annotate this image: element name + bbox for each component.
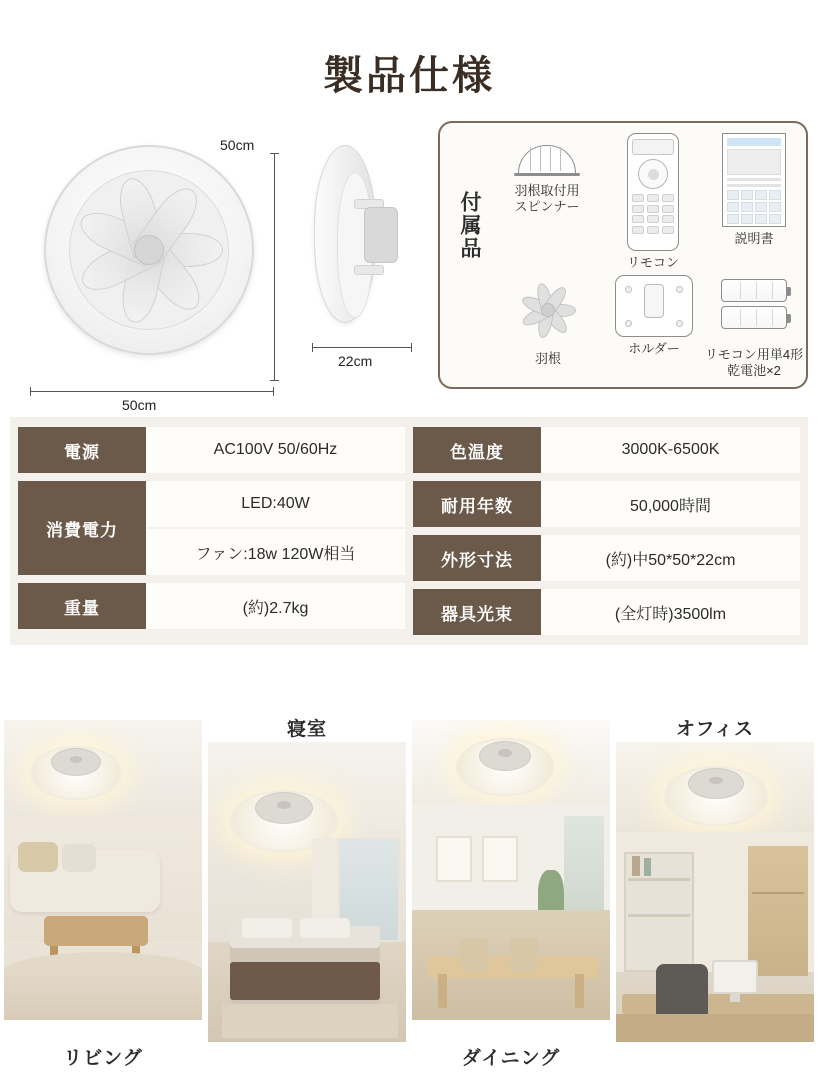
scene-bedroom-label: 寝室 (286, 719, 327, 740)
accessory-manual-label: 説明書 (734, 231, 774, 246)
spec-row-lifespan (413, 481, 800, 527)
spec-value-luminous-flux: (全灯時)3500lm (541, 589, 800, 635)
battery-icon (715, 279, 793, 343)
scene-bedroom (208, 710, 406, 1072)
spec-value-dimensions: (約)中50*50*22cm (541, 535, 800, 581)
scene-dining-label: ダイニング (461, 1048, 561, 1069)
spec-label-power-source: 電源 (18, 427, 146, 473)
spec-column-left (18, 427, 405, 635)
remote-icon (627, 133, 679, 251)
accessory-battery-label-line2: 乾電池×2 (727, 363, 781, 379)
spec-label-luminous-flux: 器具光束 (413, 589, 541, 635)
scene-office-label: オフィス (676, 719, 754, 740)
accessory-spinner-label-line1: 羽根取付用 (514, 183, 580, 198)
fan-hub-icon (134, 235, 164, 265)
spec-label-color-temperature: 色温度 (413, 427, 541, 473)
scene-living (4, 710, 202, 1072)
scene-office-photo (616, 742, 814, 1042)
spec-row-color-temperature (413, 427, 800, 473)
accessory-holder (606, 275, 702, 357)
spec-value-weight: (約)2.7kg (146, 583, 405, 629)
width-dimension-label: 50cm (122, 397, 157, 413)
scene-dining-photo (412, 720, 610, 1020)
accessory-holder-label: ホルダー (628, 341, 680, 356)
width-dimension-line (30, 391, 274, 392)
spec-value-color-temperature: 3000K-6500K (541, 427, 800, 473)
scene-gallery (0, 710, 818, 1080)
fan-side-motor-icon (364, 207, 398, 263)
accessory-spinner (492, 139, 602, 216)
accessory-blade (498, 273, 598, 367)
page-title: 製品仕様 (323, 54, 495, 98)
accessory-battery (702, 275, 806, 380)
accessory-manual (706, 133, 802, 247)
spec-label-lifespan: 耐用年数 (413, 481, 541, 527)
holder-icon (615, 275, 693, 337)
accessories-heading: 付属品 (458, 191, 481, 260)
scene-dining (412, 710, 610, 1072)
spec-row-weight (18, 583, 405, 629)
scene-office (616, 710, 814, 1072)
scene-bedroom-photo (208, 742, 406, 1042)
fan-top-view-icon (44, 145, 254, 355)
spec-label-dimensions: 外形寸法 (413, 535, 541, 581)
accessory-remote-label: リモコン (626, 255, 679, 270)
spec-row-dimensions (413, 535, 800, 581)
spec-value-fan-power: ファン:18w 120W相当 (146, 529, 405, 575)
accessory-blade-label: 羽根 (534, 351, 561, 366)
height-dimension-line (274, 153, 275, 381)
side-view-diagram (302, 135, 432, 385)
spec-row-luminous-flux (413, 589, 800, 635)
spec-value-power-source: AC100V 50/60Hz (146, 427, 405, 473)
spec-column-right (413, 427, 800, 635)
specifications-table (10, 417, 808, 645)
spec-value-lifespan: 50,000時間 (541, 481, 800, 527)
fan-side-fin-icon (354, 265, 384, 275)
spec-label-power-consumption: 消費電力 (18, 481, 146, 575)
spinner-icon (510, 139, 584, 179)
top-view-diagram (22, 135, 282, 413)
accessories-box (438, 121, 808, 389)
spec-row-power-source (18, 427, 405, 473)
accessory-battery-label-line1: リモコン用単4形 (704, 347, 804, 362)
accessory-spinner-label-line2: スピンナー (514, 199, 580, 215)
scene-living-label: リビング (63, 1048, 143, 1069)
spec-label-weight: 重量 (18, 583, 146, 629)
depth-dimension-label: 22cm (338, 353, 373, 369)
product-diagram-area (14, 115, 804, 413)
spec-row-power-consumption (18, 481, 405, 575)
height-dimension-label: 50cm (220, 137, 255, 153)
scene-living-photo (4, 720, 202, 1020)
accessory-remote (608, 133, 698, 271)
depth-dimension-line (312, 347, 412, 348)
fan-blade-icon (511, 273, 585, 347)
spec-value-led-power: LED:40W (146, 481, 405, 529)
manual-icon (722, 133, 786, 227)
